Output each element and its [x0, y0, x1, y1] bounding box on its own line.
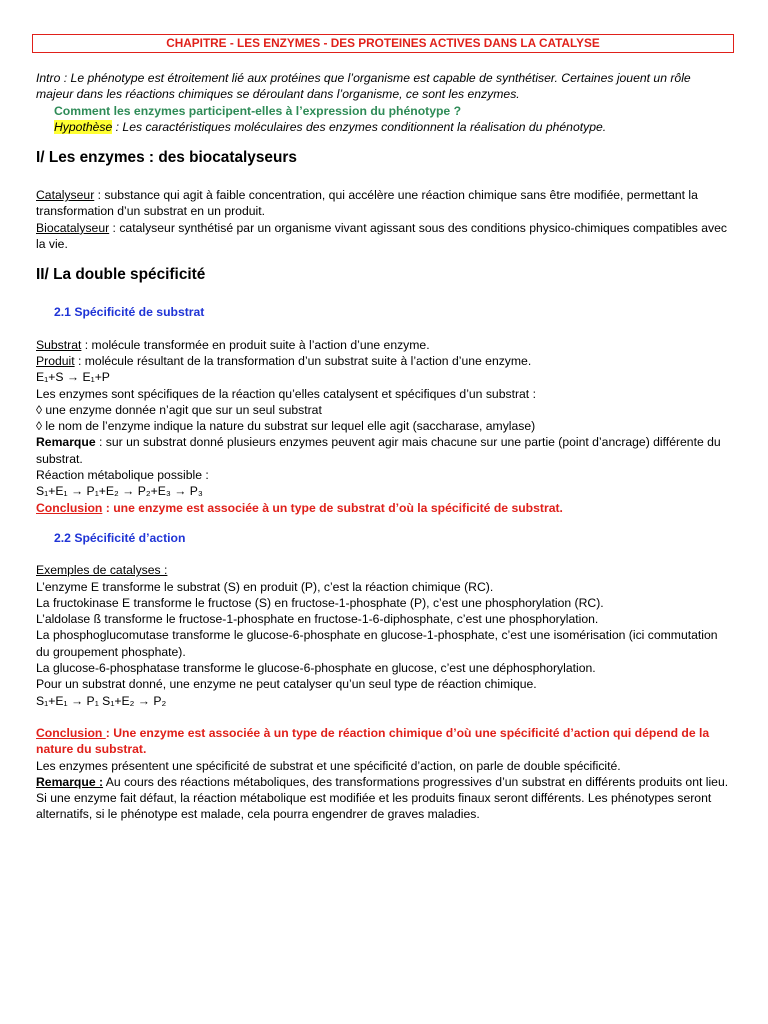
catalyseur-def: : substance qui agit à faible concentration, qui accélère une réaction chimique sans être modifiée, permettant la transformation d’un substrat en un produit.	[36, 188, 698, 219]
catalyseur-definition	[36, 187, 730, 220]
pathway-equation: S₁+E₁ → P₁+E₂ → P₂+E₃ → P₃	[36, 484, 203, 499]
example-line: La glucose-6-phosphatase transforme le glucose-6-phosphate en glucose, c’est une déphosphorylation.	[36, 661, 596, 676]
produit-def: : molécule résultant de la transformation d’un substrat suite à l’action d’une enzyme.	[74, 353, 532, 368]
remark-label: Remarque :	[36, 774, 104, 789]
remark-label: Remarque	[36, 435, 96, 450]
subsection-2-2-heading: 2.2 Spécificité d’action	[54, 530, 186, 545]
biocatalyseur-def: : catalyseur synthétisé par un organisme vivant agissant sous des conditions physico-chimiques compatibles avec la vie.	[36, 220, 727, 252]
example-line: L’enzyme E transforme le substrat (S) en produit (P), c’est la réaction chimique (RC).	[36, 579, 494, 594]
biocatalyseur-definition	[36, 220, 730, 253]
conclusion-substrat	[36, 500, 730, 516]
substrat-def: : molécule transformée en produit suite à l’action d’une enzyme.	[81, 337, 430, 352]
specificity-statement: Les enzymes sont spécifiques de la réaction qu’elles catalysent et spécifiques d’un substrat :	[36, 386, 536, 401]
action-equation: S₁+E₁ → P₁ S₁+E₂ → P₂	[36, 693, 167, 708]
subsection-2-1-heading: 2.1 Spécificité de substrat	[54, 305, 205, 320]
problem-question: Comment les enzymes participent-elles à l’expression du phénotype ?	[54, 103, 462, 118]
double-specificity-summary: Les enzymes présentent une spécificité de substrat et une spécificité d’action, on parle de double spécificité.	[36, 758, 621, 773]
example-line: La fructokinase E transforme le fructose (S) en fructose-1-phosphate (P), c’est une phosphorylation (RC).	[36, 595, 604, 610]
spacer	[36, 709, 730, 725]
pathway-label: Réaction métabolique possible :	[36, 468, 209, 483]
conclusion-label: Conclusion	[36, 500, 103, 515]
hypothesis-label: Hypothèse	[54, 119, 113, 134]
conclusion-label: Conclusion	[36, 725, 106, 740]
bullet-item: ◊ le nom de l’enzyme indique la nature du substrat sur lequel elle agit (saccharase, amylase)	[36, 419, 536, 434]
produit-definition	[36, 353, 730, 369]
conclusion-text: : une enzyme est associée à un type de substrat d’où la spécificité de substrat.	[102, 500, 563, 515]
section2-heading: II/ La double spécificité	[36, 266, 206, 284]
example-line: La phosphoglucomutase transforme le glucose-6-phosphate en glucose-1-phosphate, c’est une isomérisation (ici commutation du groupement phosphate).	[36, 628, 718, 659]
intro-paragraph: Intro : Le phénotype est étroitement lié aux protéines que l’organisme est capable de synthétiser. Certaines jouent un rôle majeur dans les réactions chimiques se déroulant dans l’organisme, ce sont les enzymes.	[36, 71, 691, 102]
document-body	[36, 70, 730, 823]
section1-heading: I/ Les enzymes : des biocatalyseurs	[36, 149, 297, 167]
substrat-term: Substrat	[36, 337, 82, 352]
hypothesis	[36, 119, 730, 135]
bullet-item: ◊ une enzyme donnée n’agit que sur un seul substrat	[36, 402, 322, 417]
conclusion-action	[36, 725, 730, 758]
final-remark	[36, 774, 730, 823]
remark-text: : sur un substrat donné plusieurs enzymes peuvent agir mais chacune sur une partie (point d’ancrage) différente du substrat.	[36, 435, 721, 466]
hypothesis-text: : Les caractéristiques moléculaires des enzymes conditionnent la réalisation du phénotype.	[112, 119, 607, 134]
produit-term: Produit	[36, 353, 75, 368]
remark-text: Au cours des réactions métaboliques, des transformations progressives d’un substrat en différents produits ont lieu. Si une enzyme fait défaut, la réaction métabolique est modifiée et les produits finaux seront différents. Les phénotypes seront alternatifs, si le phénotype est malade, cela pourra engendrer de graves maladies.	[36, 774, 729, 822]
chapter-title: CHAPITRE - LES ENZYMES - DES PROTEINES ACTIVES DANS LA CATALYSE	[32, 34, 734, 53]
example-line: Pour un substrat donné, une enzyme ne peut catalyser qu’un seul type de réaction chimique.	[36, 677, 537, 692]
substrat-definition	[36, 337, 730, 353]
conclusion-text: : Une enzyme est associée à un type de réaction chimique d’où une spécificité d’action qui dépend de la nature du substrat.	[36, 725, 710, 757]
example-line: L’aldolase ß transforme le fructose-1-phosphate en fructose-1-6-diphosphate, c’est une phosphorylation.	[36, 612, 599, 627]
examples-label: Exemples de catalyses :	[36, 563, 168, 578]
biocatalyseur-term: Biocatalyseur	[36, 220, 110, 235]
catalyseur-term: Catalyseur	[36, 188, 95, 203]
remark	[36, 434, 730, 467]
reaction-equation: E₁+S → E₁+P	[36, 370, 110, 385]
